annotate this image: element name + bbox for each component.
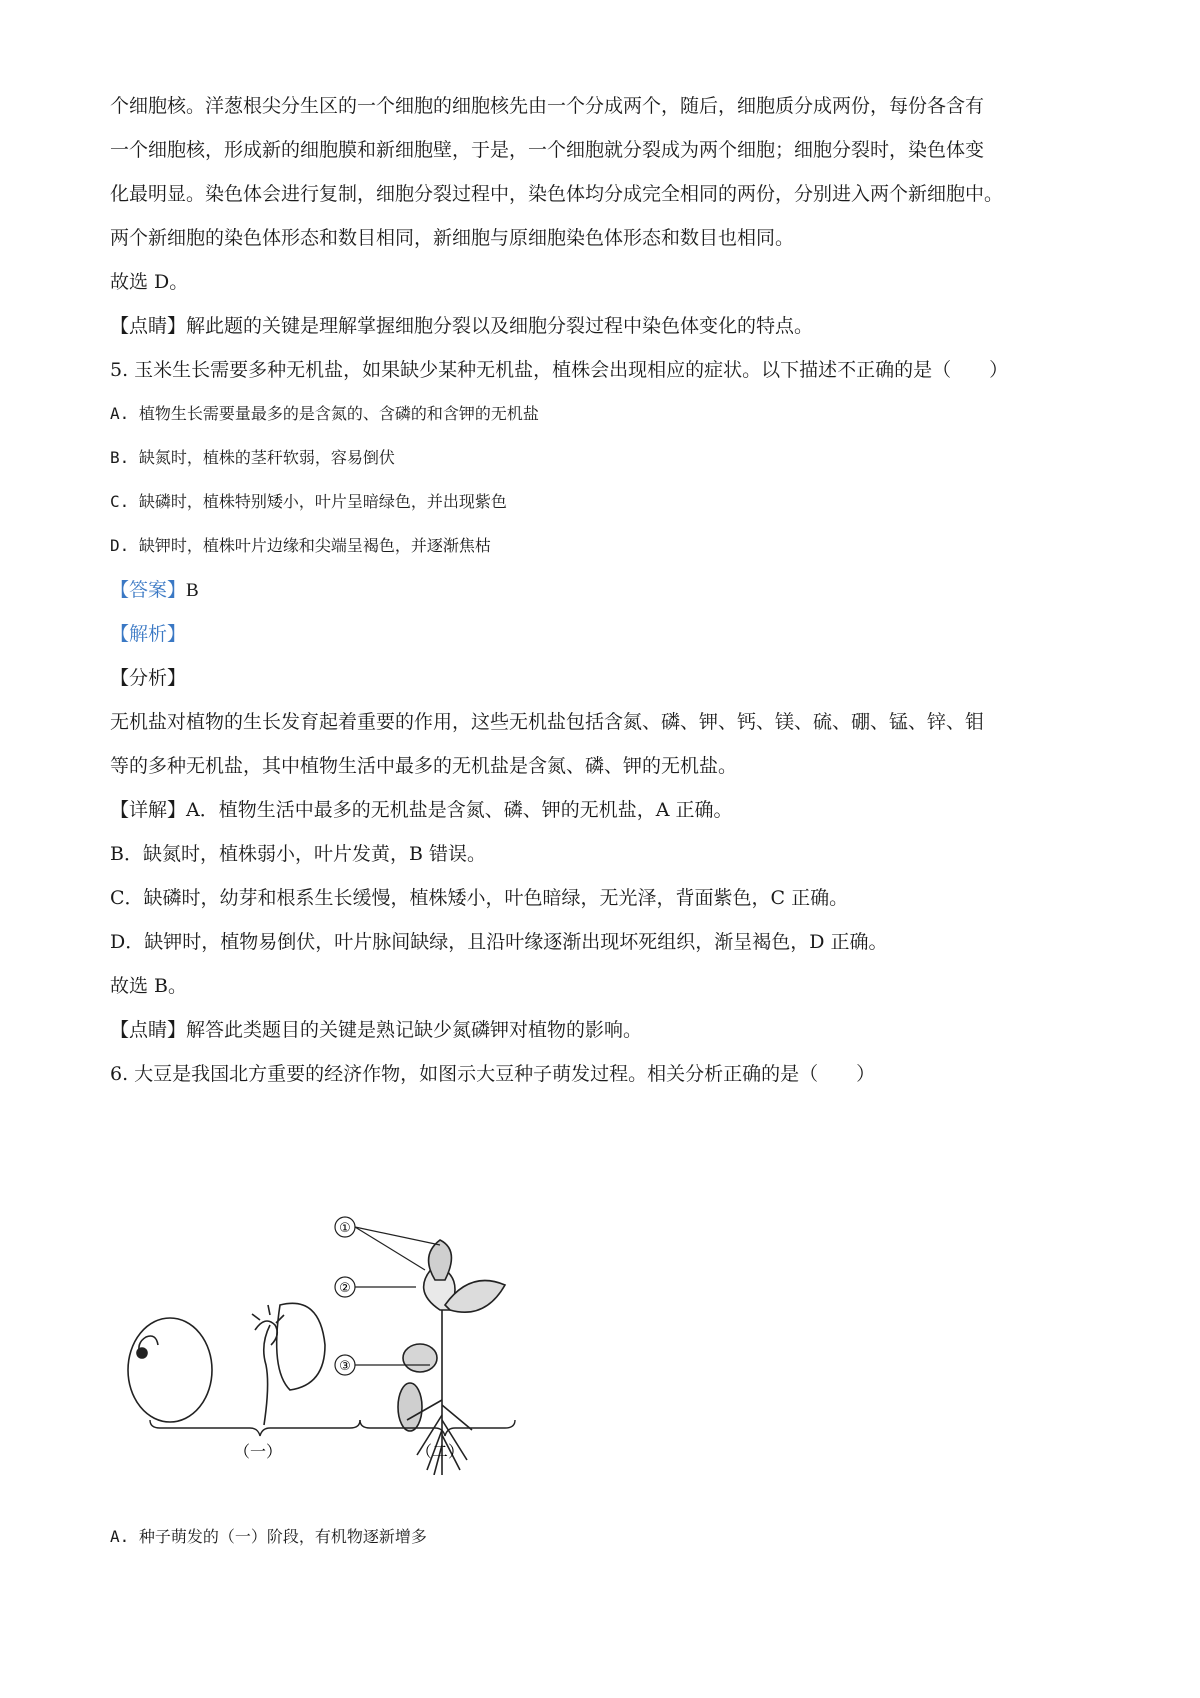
option-a: A. 植物生长需要量最多的是含氮的、含磷的和含钾的无机盐 bbox=[110, 404, 539, 423]
tip-line bbox=[110, 312, 813, 340]
stage-1-label: （一） bbox=[233, 1442, 283, 1461]
answer-value: B bbox=[186, 580, 199, 601]
seed-illustration bbox=[128, 1318, 212, 1422]
text-line: 一个细胞核，形成新的细胞膜和新细胞壁，于是，一个细胞就分裂成为两个细胞；细胞分裂时，染色体变 bbox=[110, 139, 985, 161]
question-6-stem: 6. 大豆是我国北方重要的经济作物，如图示大豆种子萌发过程。相关分析正确的是（ ） bbox=[110, 1063, 876, 1085]
fenxi-line: 等的多种无机盐，其中植物生活中最多的无机盐是含氮、磷、钾的无机盐。 bbox=[110, 755, 738, 777]
text-line: 个细胞核。洋葱根尖分生区的一个细胞的细胞核先由一个分成两个，随后，细胞质分成两份，每份各含有 bbox=[110, 95, 985, 117]
conclusion-text: 故选 D。 bbox=[110, 271, 189, 293]
text-line: 两个新细胞的染色体形态和数目相同，新细胞与原细胞染色体形态和数目也相同。 bbox=[110, 227, 795, 249]
detail-line: B．缺氮时，植株弱小，叶片发黄，B 错误。 bbox=[110, 843, 486, 865]
detail-line: D．缺钾时，植物易倒伏，叶片脉间缺绿，且沿叶缘逐渐出现坏死组织，渐呈褐色，D 正确。 bbox=[110, 931, 888, 953]
tip-label: 【点睛】 bbox=[110, 315, 187, 337]
fenxi-label: 【分析】 bbox=[110, 667, 187, 689]
detail-line bbox=[110, 796, 733, 824]
tip-label: 【点睛】 bbox=[110, 1019, 187, 1041]
detail-line: C．缺磷时，幼芽和根系生长缓慢，植株矮小，叶色暗绿，无光泽，背面紫色，C 正确。 bbox=[110, 887, 849, 909]
fenxi-line: 无机盐对植物的生长发育起着重要的作用，这些无机盐包括含氮、磷、钾、钙、镁、硫、硼、锰、锌、钼 bbox=[110, 711, 985, 733]
soybean-germination-figure bbox=[120, 1205, 570, 1475]
tip-text: 解此题的关键是理解掌握细胞分裂以及细胞分裂过程中染色体变化的特点。 bbox=[186, 315, 814, 337]
tip-text: 解答此类题目的关键是熟记缺少氮磷钾对植物的影响。 bbox=[186, 1019, 643, 1041]
detail-label: 【详解】 bbox=[110, 799, 187, 821]
option-b: B. 缺氮时，植株的茎秆软弱，容易倒伏 bbox=[110, 448, 395, 467]
option-d: D. 缺钾时，植株叶片边缘和尖端呈褐色，并逐渐焦枯 bbox=[110, 536, 491, 555]
option-a: A. 种子萌发的（一）阶段，有机物逐新增多 bbox=[110, 1527, 427, 1546]
question-5-stem: 5. 玉米生长需要多种无机盐，如果缺少某种无机盐，植株会出现相应的症状。以下描述不正确的是（ ） bbox=[110, 359, 1009, 381]
germinating-seed-illustration bbox=[252, 1303, 325, 1425]
conclusion-text: 故选 B。 bbox=[110, 975, 188, 997]
stage-2-label: （二） bbox=[415, 1442, 465, 1461]
answer-line bbox=[110, 576, 199, 605]
text-line: 化最明显。染色体会进行复制，细胞分裂过程中，染色体均分成完全相同的两份，分别进入两个新细胞中。 bbox=[110, 183, 1004, 205]
marker-1: ① bbox=[339, 1221, 351, 1236]
analysis-label: 【解析】 bbox=[110, 623, 187, 645]
marker-3: ③ bbox=[339, 1359, 351, 1374]
detail-text: A．植物生活中最多的无机盐是含氮、磷、钾的无机盐，A 正确。 bbox=[186, 799, 733, 821]
option-c: C. 缺磷时，植株特别矮小，叶片呈暗绿色，并出现紫色 bbox=[110, 492, 507, 511]
answer-label: 【答案】 bbox=[110, 579, 187, 601]
seedling-illustration bbox=[398, 1240, 505, 1475]
stage-braces bbox=[150, 1420, 515, 1436]
tip-line bbox=[110, 1016, 642, 1044]
marker-2: ② bbox=[339, 1281, 351, 1296]
